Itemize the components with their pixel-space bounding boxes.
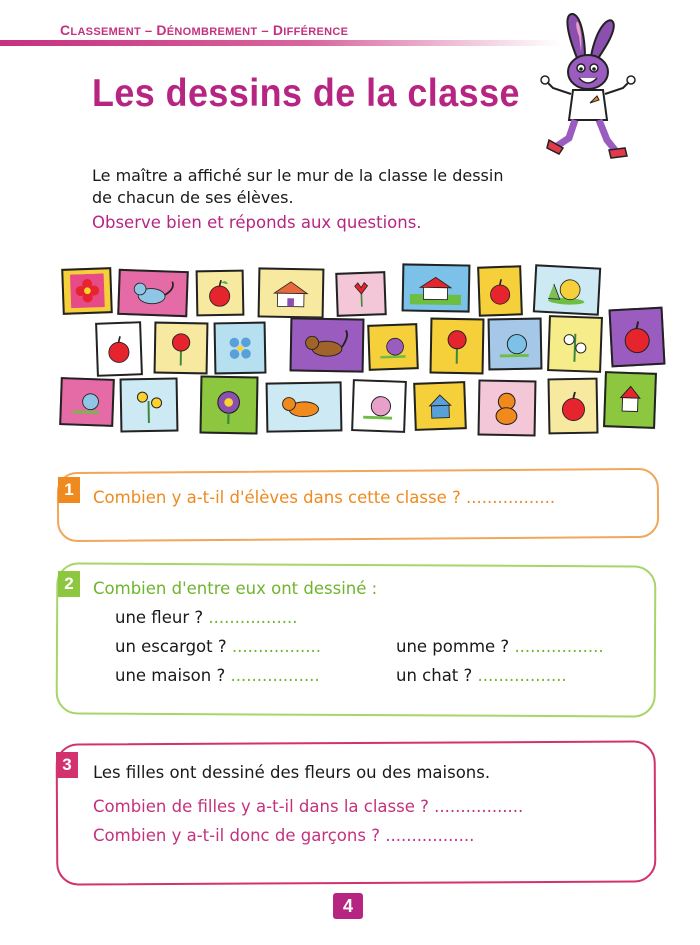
cat-icon bbox=[485, 387, 529, 429]
flower-icon bbox=[68, 274, 106, 309]
drawing-tile bbox=[609, 307, 666, 368]
cat-icon bbox=[275, 388, 333, 426]
intro-line-2: de chacun de ses élèves. bbox=[92, 188, 294, 207]
rabbit-mascot-illustration bbox=[535, 8, 645, 163]
answer-field-escargot[interactable]: ................. bbox=[231, 637, 322, 656]
question-3-statement: Les filles ont dessiné des fleurs ou des maisons. bbox=[93, 763, 491, 782]
flower-icon bbox=[220, 328, 259, 367]
snail-icon bbox=[358, 386, 399, 426]
flower-icon bbox=[127, 385, 171, 426]
drawing-tile bbox=[61, 267, 113, 315]
page-title: Les dessins de la classe bbox=[92, 72, 520, 115]
item-label-chat: un chat ? bbox=[396, 666, 473, 685]
question-3-garcons-label: Combien y a-t-il donc de garçons ? bbox=[93, 826, 380, 845]
drawing-tile bbox=[402, 263, 471, 312]
answer-field-garcons[interactable]: ................. bbox=[385, 826, 475, 845]
house-icon bbox=[266, 274, 316, 312]
drawing-tile bbox=[335, 271, 387, 317]
flower-icon bbox=[437, 325, 478, 367]
house-icon bbox=[410, 270, 462, 306]
header-rule bbox=[0, 40, 560, 46]
flower-icon bbox=[207, 383, 251, 427]
drawing-tile bbox=[196, 270, 245, 317]
drawing-tile bbox=[258, 267, 325, 318]
drawing-tile bbox=[120, 377, 179, 432]
apple-icon bbox=[102, 328, 137, 369]
item-label-escargot: un escargot ? bbox=[115, 637, 227, 656]
snail-icon bbox=[374, 330, 412, 365]
drawing-tile bbox=[117, 269, 189, 317]
flower-icon bbox=[161, 328, 202, 367]
drawing-tile bbox=[290, 317, 365, 372]
apple-icon bbox=[554, 385, 592, 427]
snail-icon bbox=[541, 271, 592, 309]
question-2-item-chat bbox=[396, 666, 567, 685]
drawing-tile bbox=[603, 371, 657, 429]
question-3-line-1 bbox=[93, 797, 523, 816]
drawing-tile bbox=[413, 381, 467, 431]
drawing-tile bbox=[59, 377, 115, 427]
instruction-text: Observe bien et réponds aux questions. bbox=[92, 213, 422, 232]
question-1-text bbox=[93, 488, 555, 507]
intro-line-1: Le maître a affiché sur le mur de la classe le dessin bbox=[92, 166, 504, 185]
answer-field-chat[interactable]: ................. bbox=[477, 666, 567, 685]
cat-icon bbox=[299, 325, 356, 366]
header-title: CLASSEMENT – DÉNOMBREMENT – DIFFÉRENCE bbox=[60, 22, 349, 38]
house-icon bbox=[420, 388, 460, 425]
drawing-tile bbox=[154, 322, 209, 375]
drawing-tile bbox=[351, 379, 407, 433]
drawing-tile bbox=[199, 375, 258, 434]
answer-field-eleves[interactable]: ................. bbox=[465, 488, 556, 507]
drawing-tile bbox=[548, 378, 599, 435]
question-2-item-fleur bbox=[115, 608, 298, 627]
drawing-tile bbox=[266, 381, 343, 432]
house-icon bbox=[610, 379, 650, 422]
item-label-maison: une maison ? bbox=[115, 666, 226, 685]
intro-paragraph bbox=[92, 165, 562, 209]
question-2-item-maison bbox=[115, 666, 320, 685]
question-1-badge: 1 bbox=[58, 477, 80, 503]
drawing-tile bbox=[214, 322, 267, 375]
drawing-tile bbox=[367, 323, 419, 371]
question-2-text: Combien d'entre eux ont dessiné : bbox=[93, 579, 378, 598]
question-2-item-pomme bbox=[396, 637, 604, 656]
apple-icon bbox=[202, 276, 238, 310]
item-label-pomme: une pomme ? bbox=[396, 637, 510, 656]
apple-icon bbox=[616, 314, 658, 359]
flower-icon bbox=[342, 277, 380, 310]
question-2-item-escargot bbox=[115, 637, 321, 656]
question-3-line-2 bbox=[93, 826, 474, 845]
answer-field-filles[interactable]: ................. bbox=[434, 797, 524, 816]
answer-field-maison[interactable]: ................. bbox=[230, 666, 320, 685]
question-3-filles-label: Combien de filles y a-t-il dans la classe ? bbox=[93, 797, 429, 816]
drawing-tile bbox=[478, 379, 537, 436]
snail-icon bbox=[66, 384, 107, 421]
drawing-tile bbox=[430, 318, 485, 375]
question-2-badge: 2 bbox=[58, 571, 80, 597]
drawing-tile bbox=[533, 264, 601, 315]
page-number: 4 bbox=[333, 893, 363, 919]
question-3-badge: 3 bbox=[56, 752, 78, 778]
flower-icon bbox=[554, 323, 595, 366]
drawing-tile bbox=[488, 318, 543, 371]
apple-icon bbox=[483, 272, 516, 310]
cat-icon bbox=[126, 275, 180, 310]
answer-field-pomme[interactable]: ................. bbox=[514, 637, 604, 656]
snail-icon bbox=[495, 324, 536, 363]
item-label-fleur: une fleur ? bbox=[115, 608, 204, 627]
drawing-tile bbox=[477, 265, 523, 317]
question-1-label: Combien y a-t-il d'élèves dans cette classe ? bbox=[93, 488, 461, 507]
drawing-tile bbox=[95, 321, 143, 377]
answer-field-fleur[interactable]: ................. bbox=[208, 608, 298, 627]
drawing-tile bbox=[547, 315, 603, 373]
